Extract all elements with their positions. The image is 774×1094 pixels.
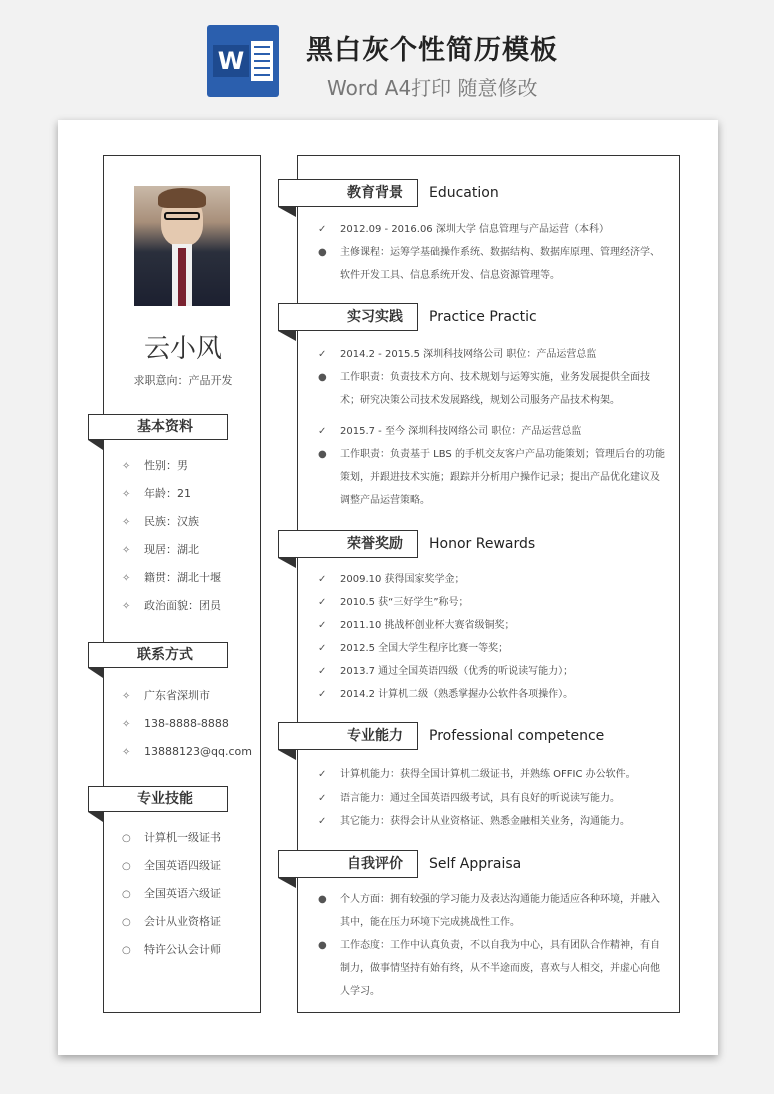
ability-heading-en: Professional competence (429, 728, 605, 744)
diamond-bullet-icon: ✧ (122, 573, 131, 584)
list-item: ○ 会计从业资格证 (122, 908, 221, 936)
resume-paper (58, 120, 718, 1055)
practice-job-row: ✓ 2015.7 - 至今 深圳科技网络公司 职位：产品运营总监 (318, 420, 666, 443)
page-title: 黑白灰个性简历模板 (306, 35, 558, 66)
skills-list (122, 824, 221, 964)
right-column (297, 155, 680, 1013)
check-icon: ✓ (318, 689, 327, 700)
profile-photo (134, 186, 230, 306)
list-item: ✓ 2013.7 通过全国英语四级（优秀的听说读写能力）； (318, 660, 666, 683)
check-icon: ✓ (318, 349, 327, 360)
check-icon: ✓ (318, 620, 327, 631)
dot-bullet-icon: ● (318, 247, 327, 258)
self-eval-heading: 自我评价 (278, 850, 418, 878)
list-item: ○ 特许公认会计师 (122, 936, 221, 964)
practice-heading-en: Practice Practic (429, 309, 537, 325)
check-icon: ✓ (318, 666, 327, 677)
word-icon (207, 25, 279, 97)
practice-job-row: ✓ 2014.2 - 2015.5 深圳科技网络公司 职位：产品运营总监 (318, 343, 666, 366)
contact-heading: 联系方式 (88, 642, 228, 668)
job-intent: 求职意向：产品开发 (133, 374, 233, 387)
diamond-bullet-icon: ✧ (122, 489, 131, 500)
circle-bullet-icon: ○ (122, 917, 131, 928)
list-item: ✓ 2009.10 获得国家奖学金； (318, 568, 666, 591)
dot-bullet-icon: ● (318, 940, 327, 951)
list-item: ✧ 广东省深圳市 (122, 682, 252, 710)
dot-bullet-icon: ● (318, 372, 327, 383)
list-item: ○ 全国英语六级证 (122, 880, 221, 908)
education-row: ✓ 2012.09 - 2016.06 深圳大学 信息管理与产品运营（本科） (318, 218, 666, 241)
check-icon: ✓ (318, 643, 327, 654)
page-subtitle: Word A4打印 随意修改 (327, 76, 538, 100)
practice-heading: 实习实践 (278, 303, 418, 331)
diamond-bullet-icon: ✧ (122, 545, 131, 556)
circle-bullet-icon: ○ (122, 889, 131, 900)
diamond-bullet-icon: ✧ (122, 747, 131, 758)
list-item: ○ 计算机一级证书 (122, 824, 221, 852)
list-item: ✓ 计算机能力：获得全国计算机二级证书，并熟练 OFFIC 办公软件。 (318, 763, 666, 786)
education-heading-en: Education (429, 185, 499, 201)
honors-heading-en: Honor Rewards (429, 536, 536, 552)
list-item: ✓ 其它能力：获得会计从业资格证、熟悉金融相关业务，沟通能力。 (318, 810, 666, 833)
circle-bullet-icon: ○ (122, 833, 131, 844)
list-item: ● 个人方面：拥有较强的学习能力及表达沟通能力能适应各种环境，并融入其中，能在压力环境下完成挑战性工作。 (318, 888, 666, 934)
list-item: ✧ 138-8888-8888 (122, 710, 252, 738)
word-icon-letter: W (213, 45, 249, 77)
practice-job-duty: ● 工作职责：负责基于 LBS 的手机交友客户产品功能策划；管理后台的功能策划，并跟进技术实施；跟踪并分析用户操作记录；提出产品优化建议及调整产品运营策略。 (318, 443, 666, 512)
list-item: ✧ 性别：男 (122, 452, 221, 480)
dot-bullet-icon: ● (318, 894, 327, 905)
list-item: ✧ 现居：湖北 (122, 536, 221, 564)
check-icon: ✓ (318, 574, 327, 585)
list-item: ✓ 2014.2 计算机二级（熟悉掌握办公软件各项操作）。 (318, 683, 666, 706)
self-eval-heading-en: Self Appraisa (429, 856, 522, 872)
left-column (103, 155, 261, 1013)
list-item: ✓ 2012.5 全国大学生程序比赛一等奖； (318, 637, 666, 660)
list-item: ✧ 籍贯：湖北十堰 (122, 564, 221, 592)
list-item: ✧ 年龄：21 (122, 480, 221, 508)
honors-heading: 荣誉奖励 (278, 530, 418, 558)
diamond-bullet-icon: ✧ (122, 691, 131, 702)
list-item: ● 工作态度：工作中认真负责，不以自我为中心，具有团队合作精神，有自制力，做事情坚持有始有终，从不半途而废，喜欢与人相交，并虚心向他人学习。 (318, 934, 666, 1003)
list-item: ○ 全国英语四级证 (122, 852, 221, 880)
basic-info-list (122, 452, 221, 620)
diamond-bullet-icon: ✧ (122, 517, 131, 528)
check-icon: ✓ (318, 816, 327, 827)
diamond-bullet-icon: ✧ (122, 601, 131, 612)
contact-list (122, 682, 252, 766)
ability-heading: 专业能力 (278, 722, 418, 750)
check-icon: ✓ (318, 426, 327, 437)
circle-bullet-icon: ○ (122, 861, 131, 872)
list-item: ✧ 政治面貌：团员 (122, 592, 221, 620)
education-courses: ● 主修课程：运筹学基础操作系统、数据结构、数据库原理、管理经济学、软件开发工具、信息系统开发、信息资源管理等。 (318, 241, 666, 287)
dot-bullet-icon: ● (318, 449, 327, 460)
word-icon-lines (251, 41, 273, 81)
diamond-bullet-icon: ✧ (122, 461, 131, 472)
page-header (0, 0, 774, 110)
check-icon: ✓ (318, 793, 327, 804)
list-item: ✧ 13888123@qq.com (122, 738, 252, 766)
skills-heading: 专业技能 (88, 786, 228, 812)
check-icon: ✓ (318, 769, 327, 780)
check-icon: ✓ (318, 597, 327, 608)
diamond-bullet-icon: ✧ (122, 719, 131, 730)
list-item: ✓ 语言能力：通过全国英语四级考试，具有良好的听说读写能力。 (318, 787, 666, 810)
profile-name: 云小风 (143, 334, 222, 364)
list-item: ✓ 2011.10 挑战杯创业杯大赛省级铜奖； (318, 614, 666, 637)
basic-info-heading: 基本资料 (88, 414, 228, 440)
check-icon: ✓ (318, 224, 327, 235)
list-item: ✧ 民族：汉族 (122, 508, 221, 536)
education-heading: 教育背景 (278, 179, 418, 207)
practice-job-duty: ● 工作职责：负责技术方向、技术规划与运筹实施，业务发展提供全面技术；研究决策公司技术发展路线，规划公司服务产品技术构架。 (318, 366, 666, 412)
list-item: ✓ 2010.5 获“三好学生”称号； (318, 591, 666, 614)
circle-bullet-icon: ○ (122, 945, 131, 956)
